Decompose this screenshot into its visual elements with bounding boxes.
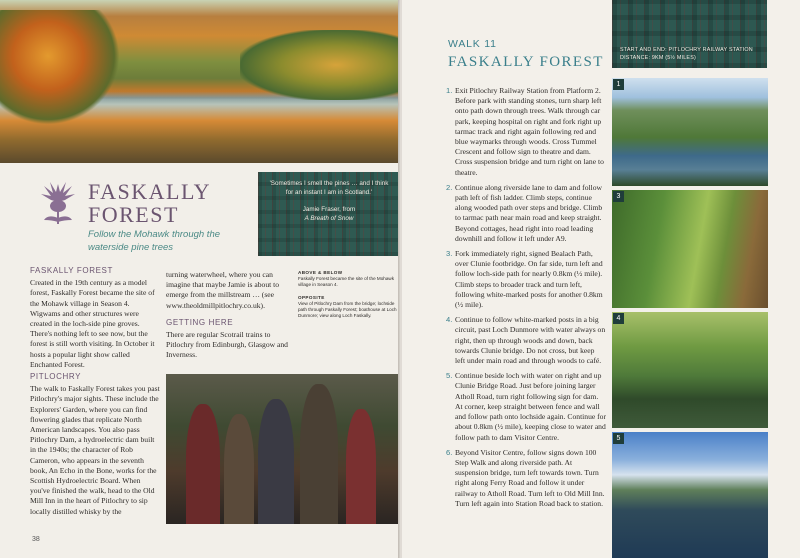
quote-author: Jamie Fraser, from xyxy=(302,206,356,214)
continuation-text: turning waterwheel, where you can imagine that maybe Jamie is about to emerge from the millstream … (see www.theoldmillpitlochry.co.uk). xyxy=(166,270,280,310)
figure xyxy=(186,404,220,524)
caption-text: Faskally Forest became the site of the Mohawk village in Season 4. xyxy=(298,276,394,288)
quote-box xyxy=(258,172,400,256)
section-heading: GETTING HERE xyxy=(166,317,234,327)
column-two xyxy=(166,270,292,361)
walk-label: WALK 11 xyxy=(448,38,497,50)
autumn-loch-photo xyxy=(0,0,400,163)
thistle-icon xyxy=(38,178,78,226)
start-end-text: START AND END: PITLOCHRY RAILWAY STATION xyxy=(620,47,753,53)
page-title: FASKALLY FOREST xyxy=(88,179,211,227)
walk-steps xyxy=(446,86,606,514)
figure xyxy=(258,399,294,524)
page-number: 38 xyxy=(32,536,40,543)
loch-view-photo xyxy=(612,432,768,558)
figure xyxy=(346,409,376,524)
section-body: Created in the 19th century as a model forest, Faskally Forest became the site of the Mohawk village in Season 4. Wigwams and other structures were created in the loch-side pine groves. There's nothing left to see now, but the forest is still worth visiting. In October it hosts a popular light show called Enchanted Forest. xyxy=(30,278,155,369)
photo-number: 4 xyxy=(613,313,624,324)
section-body: The walk to Faskally Forest takes you past Pitlochry's major sights. These include the Explorers' Garden, where you can find flowering glades that replicate North American landscapes. You also pass Pitlochry Dam, a hydroelectric dam built in the 1940s; the character of Rob Cameron, who appears in the seventh book, An Echo in the Bone, works for the Scottish Hydroelectric Board. When you've finished the walk, head to the Old Mill Inn in the heart of Pitlochry to sip locally distilled whisky by the xyxy=(30,384,160,516)
walk-step: 1. Exit Pitlochry Railway Station from Platform 2. Before park with standing stones, turn sharp left onto path down through trees. Walk through car park, keeping hospital on right and fork right up tarmac track and right again following red and blue waymarks through woods. Cross Tummel Crescent and follow sign to theatre and dam. Cross suspension bridge and turn right on lane to theatre. xyxy=(446,86,604,177)
walk-step: 5. Continue beside loch with water on right and up Clunie Bridge Road. Just before joining larger Atholl Road, turn right following sign for dam. At corner, keep straight between fence and wall and follow path onto lochside again. Continue for about 0.8km (½ mile), keeping close to water and follow path to dam Visitor Centre. xyxy=(446,371,606,442)
walk-step: 3. Fork immediately right, signed Bealach Path, over Clunie footbridge. On far side, turn left and follow loch-side path for nearly 0.8km (½ mile). Climb steps to broader track and turn left, following white-marked posts for another 0.8km (½ mile). xyxy=(446,249,603,310)
photo-number: 3 xyxy=(613,191,624,202)
walk-step: 2. Continue along riverside lane to dam and follow path left of fish ladder. Climb steps, continue along wooded path over steps and bridge. Climb to tarmac path near main road and keep straight. Beyond cottages, head right into road leading downhill and follow it left under A9. xyxy=(446,182,603,243)
page-subtitle: Follow the Mohawk through the waterside pine trees xyxy=(88,229,221,253)
caption-heading: ABOVE & BELOW xyxy=(298,270,343,275)
right-page xyxy=(402,0,800,558)
quote-text: 'Sometimes I smell the pines … and I think for an instant I am in Scotland.' xyxy=(269,180,389,196)
section-faskally xyxy=(30,266,160,370)
forest-path-photo xyxy=(612,190,768,308)
dam-photo xyxy=(612,78,768,186)
figure xyxy=(300,384,338,524)
caption-heading: OPPOSITE xyxy=(298,294,325,300)
section-heading: PITLOCHRY xyxy=(30,372,82,381)
boathouse-photo xyxy=(612,312,768,428)
walk-title: FASKALLY FOREST xyxy=(448,54,604,70)
walk-step: 4. Continue to follow white-marked posts in a big circuit, past Loch Dunmore with water always on right, then up through woods and down, back towards Clunie bridge. Do not cross, but keep left under main road and through woods to café. xyxy=(446,315,606,366)
quote-source: A Breath of Snow xyxy=(304,214,354,222)
figure xyxy=(224,414,254,524)
start-end-box xyxy=(612,0,767,68)
photo-captions xyxy=(298,270,398,319)
autumn-trees-right xyxy=(240,30,400,100)
photo-number: 1 xyxy=(613,79,624,90)
section-body: There are regular Scotrail trains to Pitlochry from Edinburgh, Glasgow and Inverness. xyxy=(166,330,288,360)
photo-number: 5 xyxy=(613,433,624,444)
section-heading: FASKALLY FOREST xyxy=(30,266,113,275)
cast-costume-photo xyxy=(166,374,400,524)
caption-text: View of Pitlochry Dam from the bridge; lochside path through Faskally Forest; boathouse at Loch Dunmore; view along Loch Faskally. xyxy=(298,300,397,319)
walk-step: 6. Beyond Visitor Centre, follow signs down 100 Step Walk and along riverside path. At suspension bridge, turn left towards town. Turn right along Ferry Road and follow it under railway to Atholl Road. Turn left to Old Mill Inn. Turn left again into Station Road back to station. xyxy=(446,447,605,508)
distance-text: DISTANCE: 9KM (5½ MILES) xyxy=(620,55,696,61)
autumn-trees-left xyxy=(0,10,120,125)
section-pitlochry xyxy=(30,372,160,517)
